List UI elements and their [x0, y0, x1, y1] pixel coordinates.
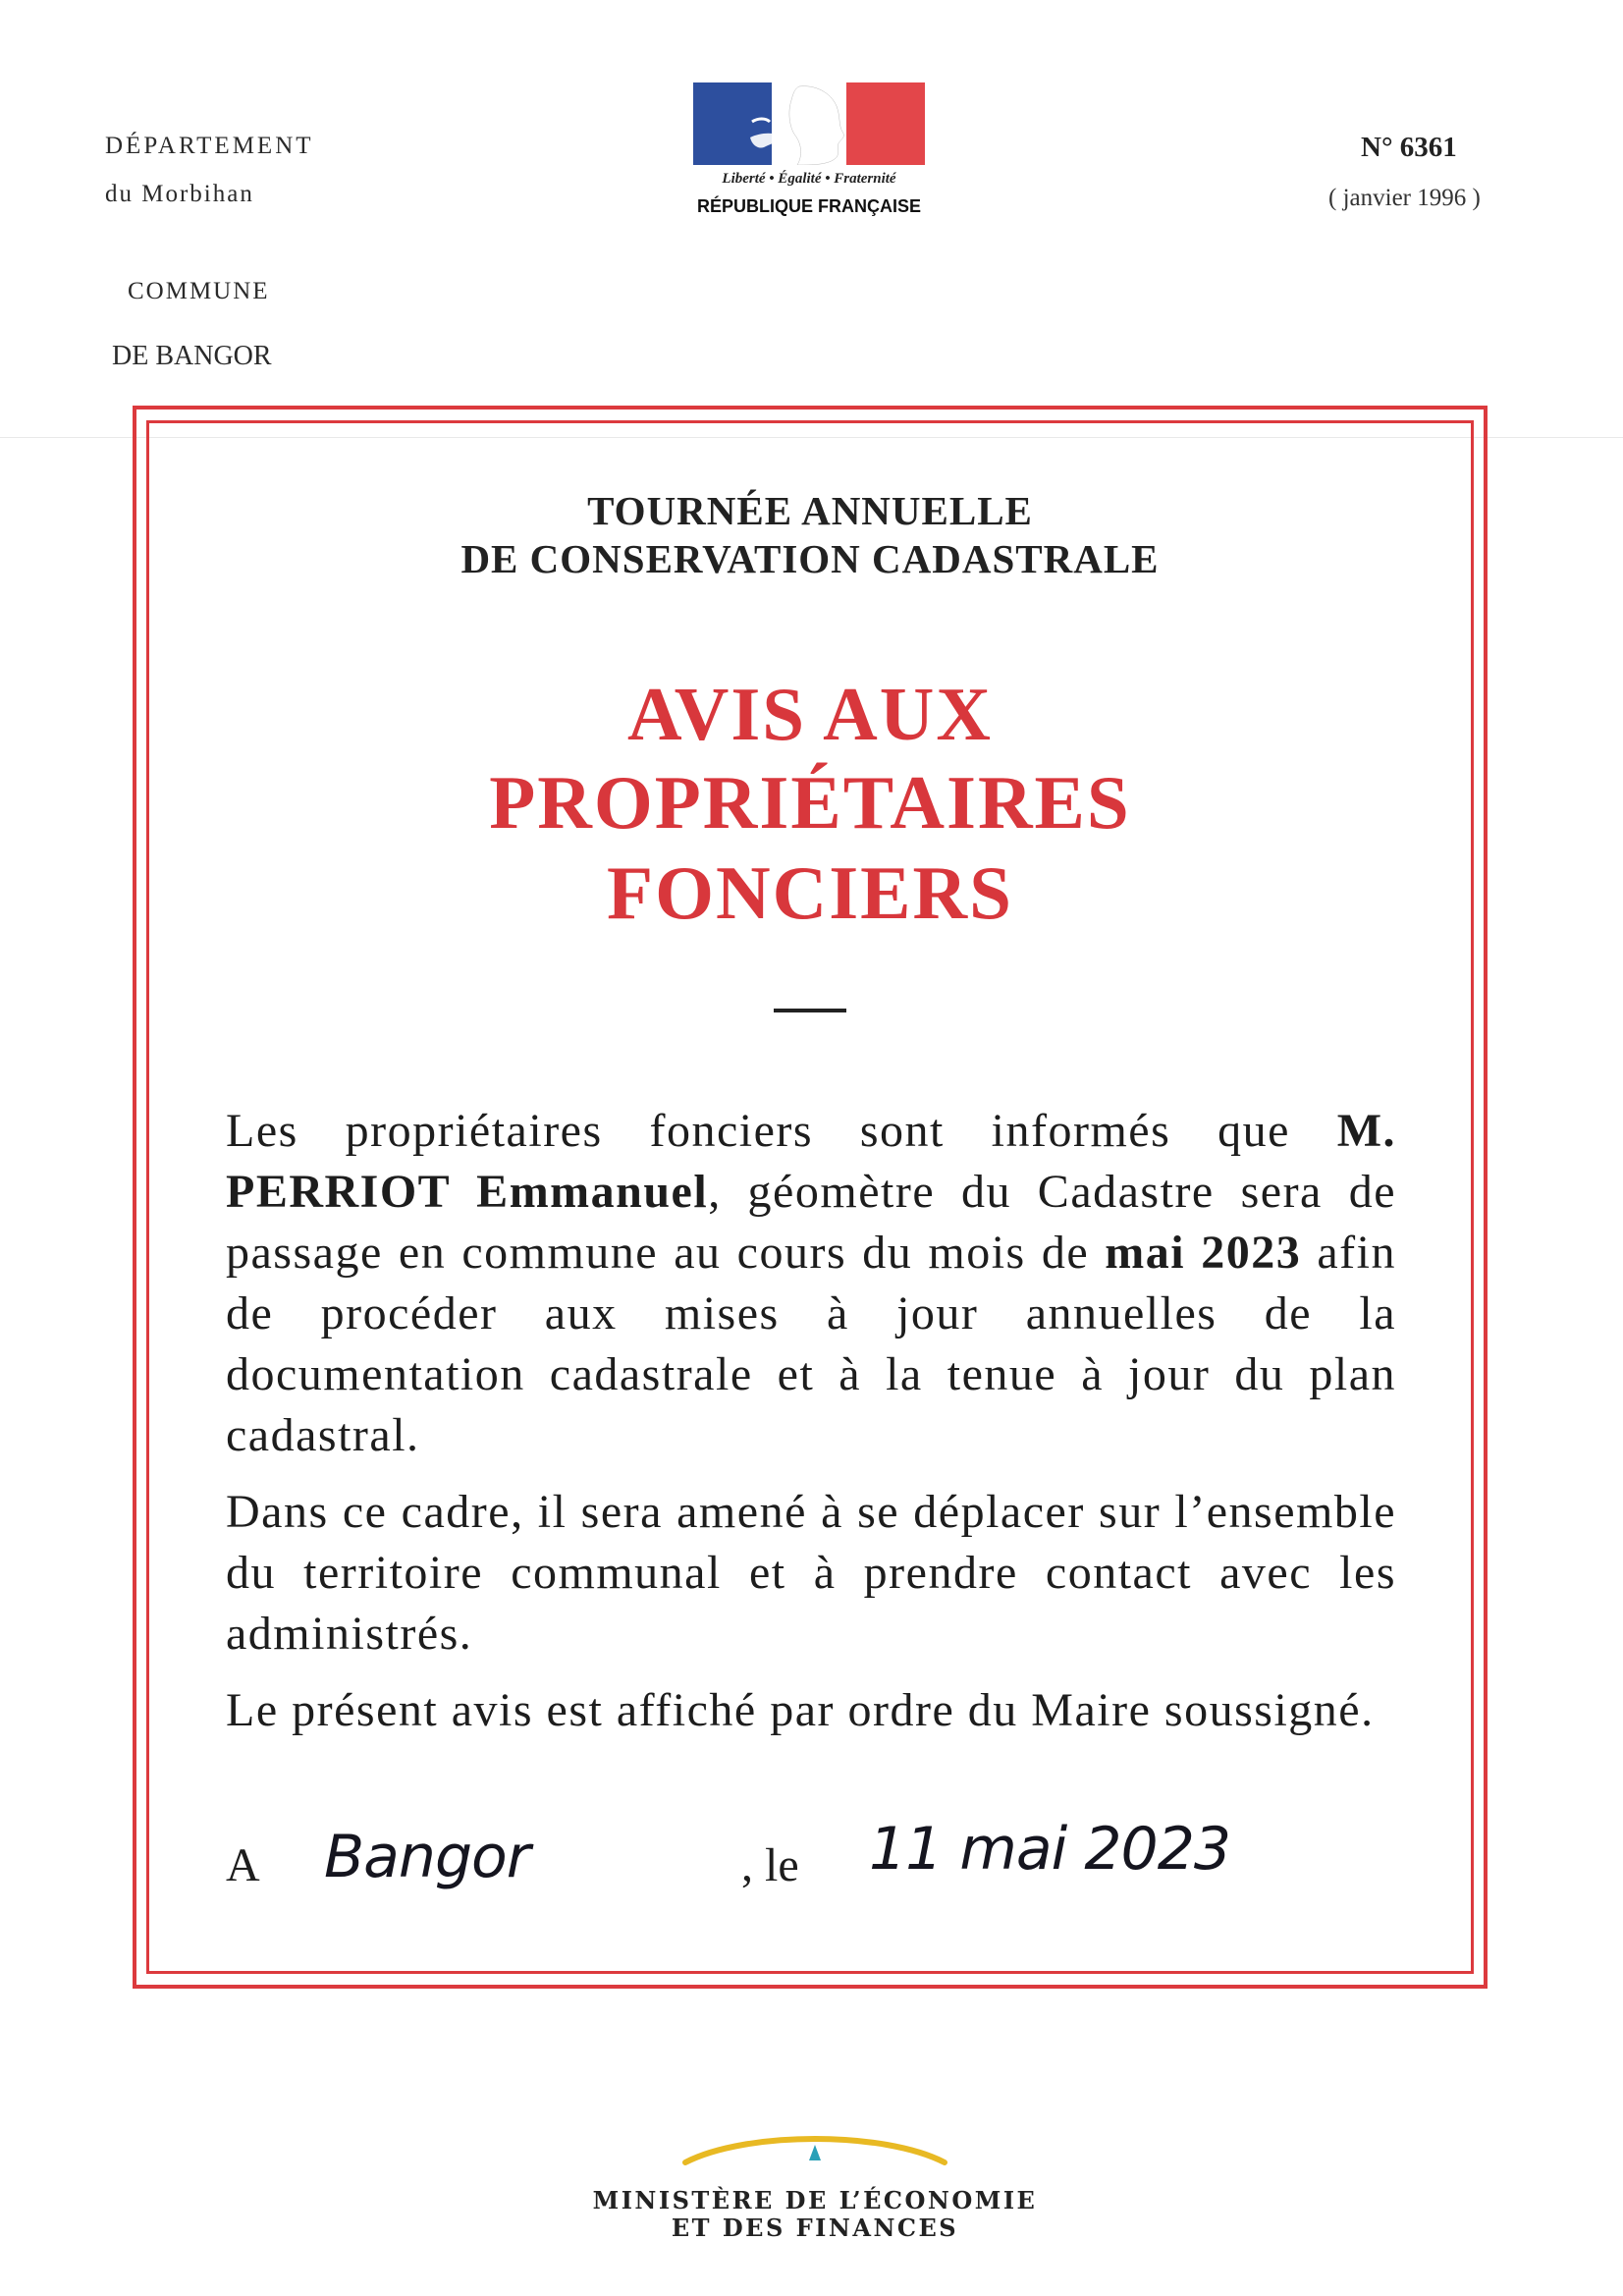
ministry-name-line2: ET DES FINANCES	[671, 2214, 959, 2242]
ministry-arc-icon	[677, 2127, 952, 2166]
marianne-flag-icon	[693, 82, 925, 165]
place-date-line	[226, 1815, 1404, 1907]
notice-paragraph-2: Dans ce cadre, il sera amené à se déplacer sur l’ensemble du territoire communal et à prendre contact avec les administrés.	[226, 1486, 1396, 1660]
department-name: du Morbihan	[105, 181, 254, 207]
notice-paragraph-1	[226, 1101, 1396, 1466]
paragraph1-part1: Les propriétaires fonciers sont informés que	[226, 1105, 1337, 1157]
title-separator	[774, 1009, 846, 1012]
notice-title-line3: FONCIERS	[607, 850, 1013, 935]
commune-name: DE BANGOR	[112, 341, 272, 371]
notice-subtitle-line2: DE CONSERVATION CADASTRALE	[460, 536, 1160, 581]
commune-label: COMMUNE	[128, 278, 270, 304]
form-date: ( janvier 1996 )	[1328, 185, 1481, 211]
notice-title-line2: PROPRIÉTAIRES	[489, 760, 1131, 845]
paragraph1-part2: , géomètre du Cadastre sera de passage en commune au cours du mois de	[226, 1166, 1397, 1279]
surveyor-name: M. PERRIOT Emmanuel	[226, 1105, 1396, 1218]
place-handwritten: Bangor	[324, 1823, 530, 1891]
republic-name: RÉPUBLIQUE FRANÇAISE	[696, 196, 921, 216]
ministry-name-line1: MINISTÈRE DE L’ÉCONOMIE	[592, 2186, 1038, 2214]
department-label: DÉPARTEMENT	[105, 133, 314, 159]
form-number: N° 6361	[1361, 132, 1457, 163]
date-handwritten: 11 mai 2023	[869, 1815, 1231, 1884]
republic-motto: Liberté • Égalité • Fraternité	[722, 171, 896, 187]
notice-subtitle-line1: TOURNÉE ANNUELLE	[587, 488, 1033, 533]
survey-period: mai 2023	[1105, 1227, 1302, 1279]
republique-francaise-logo	[693, 82, 925, 228]
notice-paragraph-3: Le présent avis est affiché par ordre du Maire soussigné.	[226, 1684, 1375, 1736]
date-prefix: , le	[741, 1839, 799, 1891]
paragraph1-part3: afin de procéder aux mises à jour annuelles de la documentation cadastrale et à la tenue à jour du plan cadastral.	[226, 1227, 1396, 1461]
place-prefix: A	[226, 1839, 260, 1891]
notice-title-line1: AVIS AUX	[627, 672, 993, 756]
